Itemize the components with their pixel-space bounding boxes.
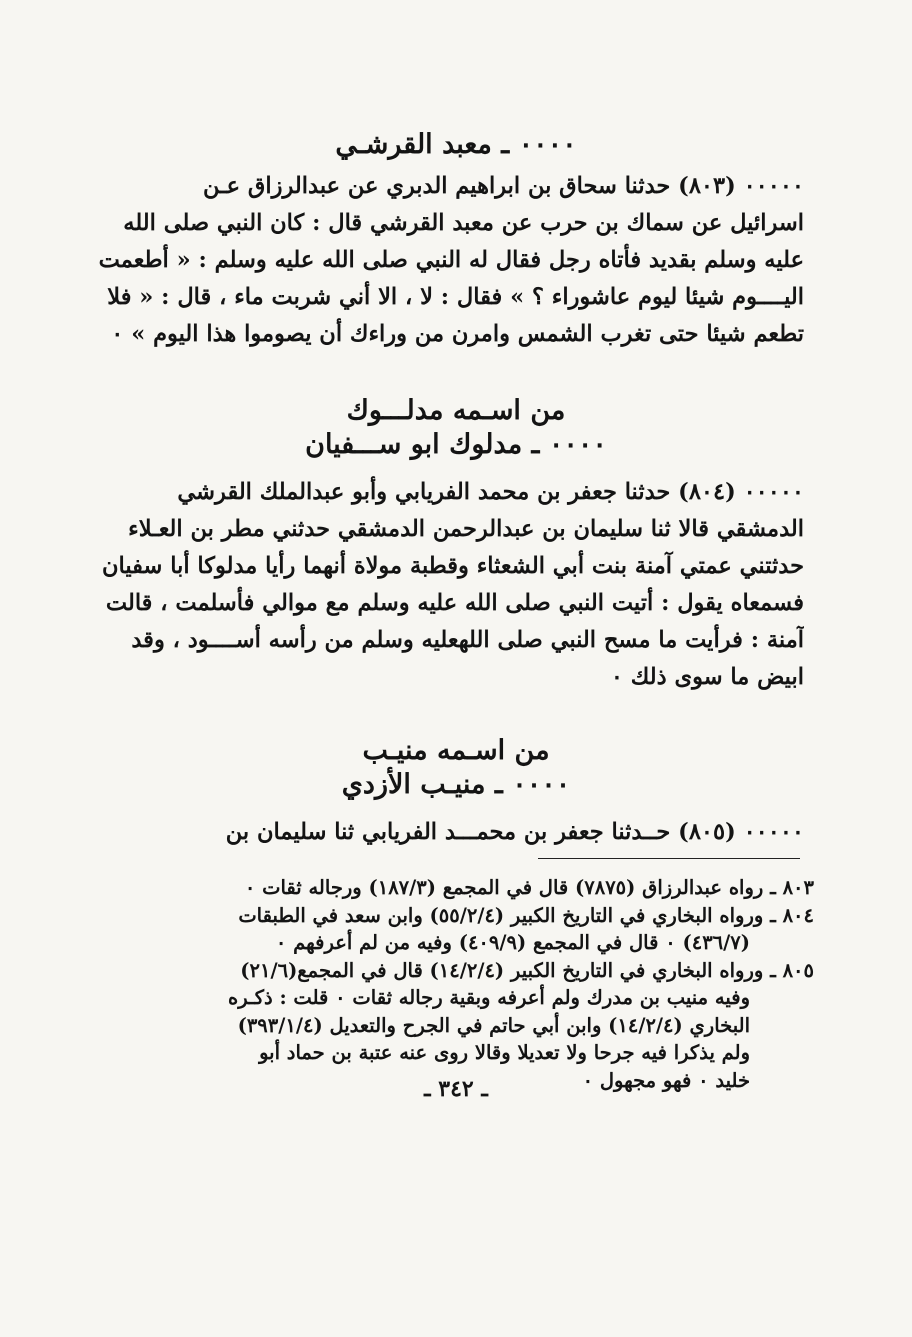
hadith-805 bbox=[92, 814, 804, 851]
hadith-line: الدمشقي قالا ثنا سليمان بن عبدالرحمن الدمشقي حدثني مطر بن العـلاء bbox=[128, 516, 804, 542]
entry-heading-munib: ٠٠٠٠ ـ منيـب الأزدي bbox=[341, 769, 571, 800]
footnotes bbox=[100, 874, 814, 1094]
hadith-line: فسمعاه يقول : أتيت النبي صلى الله عليه وسلم مع موالي فأسلمت ، قالت bbox=[105, 590, 804, 616]
page-number: ـ ٣٤٢ ـ bbox=[424, 1076, 488, 1102]
hadith-line: آمنة : فرأيت ما مسح النبي صلى اللهعليه وسلم من رأسه أســــود ، وقد bbox=[131, 627, 804, 653]
group-heading-munib: من اسـمه منيـب bbox=[362, 735, 550, 766]
hadith-line: اسرائيل عن سماك بن حرب عن معبد القرشي قال : كان النبي صلى الله bbox=[123, 210, 804, 236]
hadith-line: اليــــوم شيئا ليوم عاشوراء ؟ » فقال : لا ، الا أني شربت ماء ، قال : « فلا bbox=[107, 284, 804, 310]
footnote-line: ٨٠٤ ـ ورواه البخاري في التاريخ الكبير (٥٥/٢/٤) وابن سعد في الطبقات bbox=[238, 903, 814, 927]
hadith-line: ابيض ما سوى ذلك ٠ bbox=[610, 664, 804, 690]
hadith-line: ٠٠٠٠٠ (٨٠٥) حــدثنا جعفر بن محمـــد الفريابي ثنا سليمان بن bbox=[225, 819, 804, 845]
entry-heading-madluk: ٠٠٠٠ ـ مدلوك ابو ســـفيان bbox=[305, 429, 607, 460]
footnote-line: خليد ٠ فهو مجهول ٠ bbox=[582, 1068, 750, 1092]
hadith-line: عليه وسلم بقديد فأتاه رجل فقال له النبي صلى الله عليه وسلم : « أطعمت bbox=[98, 247, 804, 273]
group-heading-madluk: من اسـمه مدلـــوك bbox=[346, 395, 566, 426]
footnote-line: ٨٠٥ ـ ورواه البخاري في التاريخ الكبير (١٤/٢/٤) قال في المجمع(٢١/٦) bbox=[240, 958, 814, 982]
entry-heading-maabad: ٠٠٠٠ ـ معبد القرشـي bbox=[335, 129, 577, 160]
footnote-line: (٤٣٦/٧) ٠ قال في المجمع (٤٠٩/٩) وفيه من لم أعرفهم ٠ bbox=[275, 931, 750, 954]
hadith-line: تطعم شيئا حتى تغرب الشمس وامرن من وراءك أن يصوموا هذا اليوم » ٠ bbox=[111, 321, 804, 347]
hadith-line: ٠٠٠٠٠ (٨٠٣) حدثنا سحاق بن ابراهيم الدبري عن عبدالرزاق عـن bbox=[202, 173, 804, 199]
footnote-line: البخاري (١٤/٢/٤) وابن أبي حاتم في الجرح والتعديل (٣٩٣/١/٤) bbox=[237, 1013, 750, 1037]
hadith-803 bbox=[92, 168, 804, 353]
footnote-line: وفيه منيب بن مدرك ولم أعرفه وبقية رجاله ثقات ٠ قلت : ذكـره bbox=[228, 986, 750, 1009]
hadith-line: حدثتني عمتي آمنة بنت أبي الشعثاء وقطبة مولاة أنهما رأيا مدلوكا أبا سفيان bbox=[101, 553, 804, 579]
footnote-divider bbox=[538, 858, 800, 859]
hadith-line: ٠٠٠٠٠ (٨٠٤) حدثنا جعفر بن محمد الفريابي وأبو عبدالملك القرشي bbox=[177, 479, 804, 505]
footnote-line: ولم يذكرا فيه جرحا ولا تعديلا وقالا روى عنه عتبة بن حماد أبو bbox=[259, 1041, 750, 1064]
footnote-line: ٨٠٣ ـ رواه عبدالرزاق (٧٨٧٥) قال في المجمع (١٨٧/٣) ورجاله ثقات ٠ bbox=[244, 876, 814, 899]
hadith-804 bbox=[92, 474, 804, 696]
